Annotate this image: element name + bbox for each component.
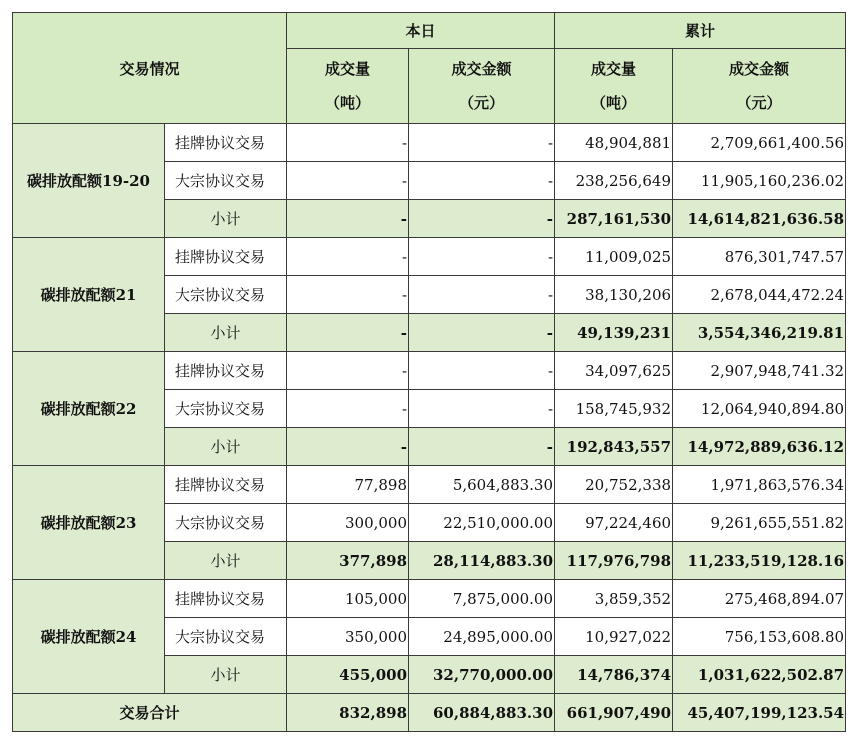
trade-type: 挂牌协议交易 <box>165 238 287 276</box>
today-volume-cell: - <box>287 200 409 238</box>
group-name: 碳排放配额24 <box>13 580 165 694</box>
trade-type: 大宗协议交易 <box>165 504 287 542</box>
cumulative-amount-cell: 756,153,608.80 <box>673 618 846 656</box>
today-volume-cell: - <box>287 314 409 352</box>
today-amount-cell: 32,770,000.00 <box>409 656 555 694</box>
grand-total-row <box>13 694 846 732</box>
header-today-volume-label: 成交量 <box>325 60 371 78</box>
cumulative-amount-cell: 11,233,519,128.16 <box>673 542 846 580</box>
subtotal-label: 小计 <box>165 200 287 238</box>
subtotal-label: 小计 <box>165 542 287 580</box>
today-amount-cell: 5,604,883.30 <box>409 466 555 504</box>
group-name: 碳排放配额23 <box>13 466 165 580</box>
cumulative-amount-cell: 876,301,747.57 <box>673 238 846 276</box>
cumulative-volume-cell: 34,097,625 <box>555 352 673 390</box>
trade-summary-container <box>12 12 846 732</box>
cumulative-amount-cell: 14,614,821,636.58 <box>673 200 846 238</box>
today-amount-cell: - <box>409 276 555 314</box>
table-row <box>13 580 846 618</box>
header-cum-volume-unit: （吨） <box>591 94 637 112</box>
header-cumulative: 累计 <box>555 13 846 49</box>
cumulative-volume-cell: 97,224,460 <box>555 504 673 542</box>
trade-type: 大宗协议交易 <box>165 276 287 314</box>
today-volume-cell: - <box>287 276 409 314</box>
today-amount-cell: - <box>409 314 555 352</box>
header-cum-volume <box>555 49 673 124</box>
header-corner: 交易情况 <box>13 13 287 124</box>
today-volume-cell: 105,000 <box>287 580 409 618</box>
today-volume-cell: 455,000 <box>287 656 409 694</box>
today-volume-cell: 300,000 <box>287 504 409 542</box>
cumulative-volume-cell: 238,256,649 <box>555 162 673 200</box>
header-today-amount-label: 成交金额 <box>451 60 512 78</box>
carbon-trading-table <box>12 12 846 732</box>
cumulative-amount-cell: 3,554,346,219.81 <box>673 314 846 352</box>
today-amount-cell: 7,875,000.00 <box>409 580 555 618</box>
cumulative-volume-cell: 11,009,025 <box>555 238 673 276</box>
table-row <box>13 352 846 390</box>
cumulative-volume-cell: 3,859,352 <box>555 580 673 618</box>
cumulative-volume-cell: 192,843,557 <box>555 428 673 466</box>
cumulative-amount-cell: 275,468,894.07 <box>673 580 846 618</box>
today-volume-cell: - <box>287 428 409 466</box>
header-row-top <box>13 13 846 49</box>
table-row <box>13 124 846 162</box>
cumulative-amount-cell: 1,031,622,502.87 <box>673 656 846 694</box>
today-amount-cell: 24,895,000.00 <box>409 618 555 656</box>
subtotal-label: 小计 <box>165 314 287 352</box>
trade-type: 挂牌协议交易 <box>165 580 287 618</box>
today-amount-cell: - <box>409 390 555 428</box>
today-volume-cell: 377,898 <box>287 542 409 580</box>
cumulative-amount-cell: 1,971,863,576.34 <box>673 466 846 504</box>
header-today: 本日 <box>287 13 555 49</box>
total-today-amount: 60,884,883.30 <box>409 694 555 732</box>
today-amount-cell: 22,510,000.00 <box>409 504 555 542</box>
today-volume-cell: - <box>287 352 409 390</box>
cumulative-amount-cell: 14,972,889,636.12 <box>673 428 846 466</box>
cumulative-volume-cell: 38,130,206 <box>555 276 673 314</box>
group-name: 碳排放配额22 <box>13 352 165 466</box>
header-cum-amount-unit: （元） <box>736 94 782 112</box>
header-cum-amount <box>673 49 846 124</box>
trade-type: 大宗协议交易 <box>165 162 287 200</box>
today-amount-cell: - <box>409 428 555 466</box>
trade-type: 大宗协议交易 <box>165 390 287 428</box>
trade-type: 挂牌协议交易 <box>165 124 287 162</box>
header-today-amount <box>409 49 555 124</box>
cumulative-volume-cell: 287,161,530 <box>555 200 673 238</box>
header-cum-amount-label: 成交金额 <box>729 60 790 78</box>
cumulative-amount-cell: 12,064,940,894.80 <box>673 390 846 428</box>
subtotal-label: 小计 <box>165 656 287 694</box>
cumulative-volume-cell: 158,745,932 <box>555 390 673 428</box>
cumulative-volume-cell: 117,976,798 <box>555 542 673 580</box>
today-amount-cell: - <box>409 124 555 162</box>
today-volume-cell: 350,000 <box>287 618 409 656</box>
cumulative-volume-cell: 20,752,338 <box>555 466 673 504</box>
group-name: 碳排放配额21 <box>13 238 165 352</box>
cumulative-amount-cell: 2,678,044,472.24 <box>673 276 846 314</box>
table-row <box>13 238 846 276</box>
trade-type: 挂牌协议交易 <box>165 352 287 390</box>
today-volume-cell: - <box>287 238 409 276</box>
cumulative-amount-cell: 9,261,655,551.82 <box>673 504 846 542</box>
cumulative-volume-cell: 10,927,022 <box>555 618 673 656</box>
total-cumulative-amount: 45,407,199,123.54 <box>673 694 846 732</box>
today-volume-cell: - <box>287 162 409 200</box>
grand-total-label: 交易合计 <box>13 694 287 732</box>
cumulative-amount-cell: 2,709,661,400.56 <box>673 124 846 162</box>
cumulative-volume-cell: 49,139,231 <box>555 314 673 352</box>
cumulative-volume-cell: 48,904,881 <box>555 124 673 162</box>
header-today-amount-unit: （元） <box>459 94 505 112</box>
today-amount-cell: - <box>409 162 555 200</box>
today-amount-cell: - <box>409 238 555 276</box>
today-volume-cell: - <box>287 390 409 428</box>
today-amount-cell: - <box>409 200 555 238</box>
today-volume-cell: - <box>287 124 409 162</box>
group-name: 碳排放配额19-20 <box>13 124 165 238</box>
today-amount-cell: 28,114,883.30 <box>409 542 555 580</box>
total-today-volume: 832,898 <box>287 694 409 732</box>
cumulative-volume-cell: 14,786,374 <box>555 656 673 694</box>
header-cum-volume-label: 成交量 <box>591 60 637 78</box>
cumulative-amount-cell: 2,907,948,741.32 <box>673 352 846 390</box>
cumulative-amount-cell: 11,905,160,236.02 <box>673 162 846 200</box>
table-row <box>13 466 846 504</box>
total-cumulative-volume: 661,907,490 <box>555 694 673 732</box>
header-today-volume-unit: （吨） <box>325 94 371 112</box>
subtotal-label: 小计 <box>165 428 287 466</box>
today-volume-cell: 77,898 <box>287 466 409 504</box>
trade-type: 大宗协议交易 <box>165 618 287 656</box>
today-amount-cell: - <box>409 352 555 390</box>
header-today-volume <box>287 49 409 124</box>
trade-type: 挂牌协议交易 <box>165 466 287 504</box>
